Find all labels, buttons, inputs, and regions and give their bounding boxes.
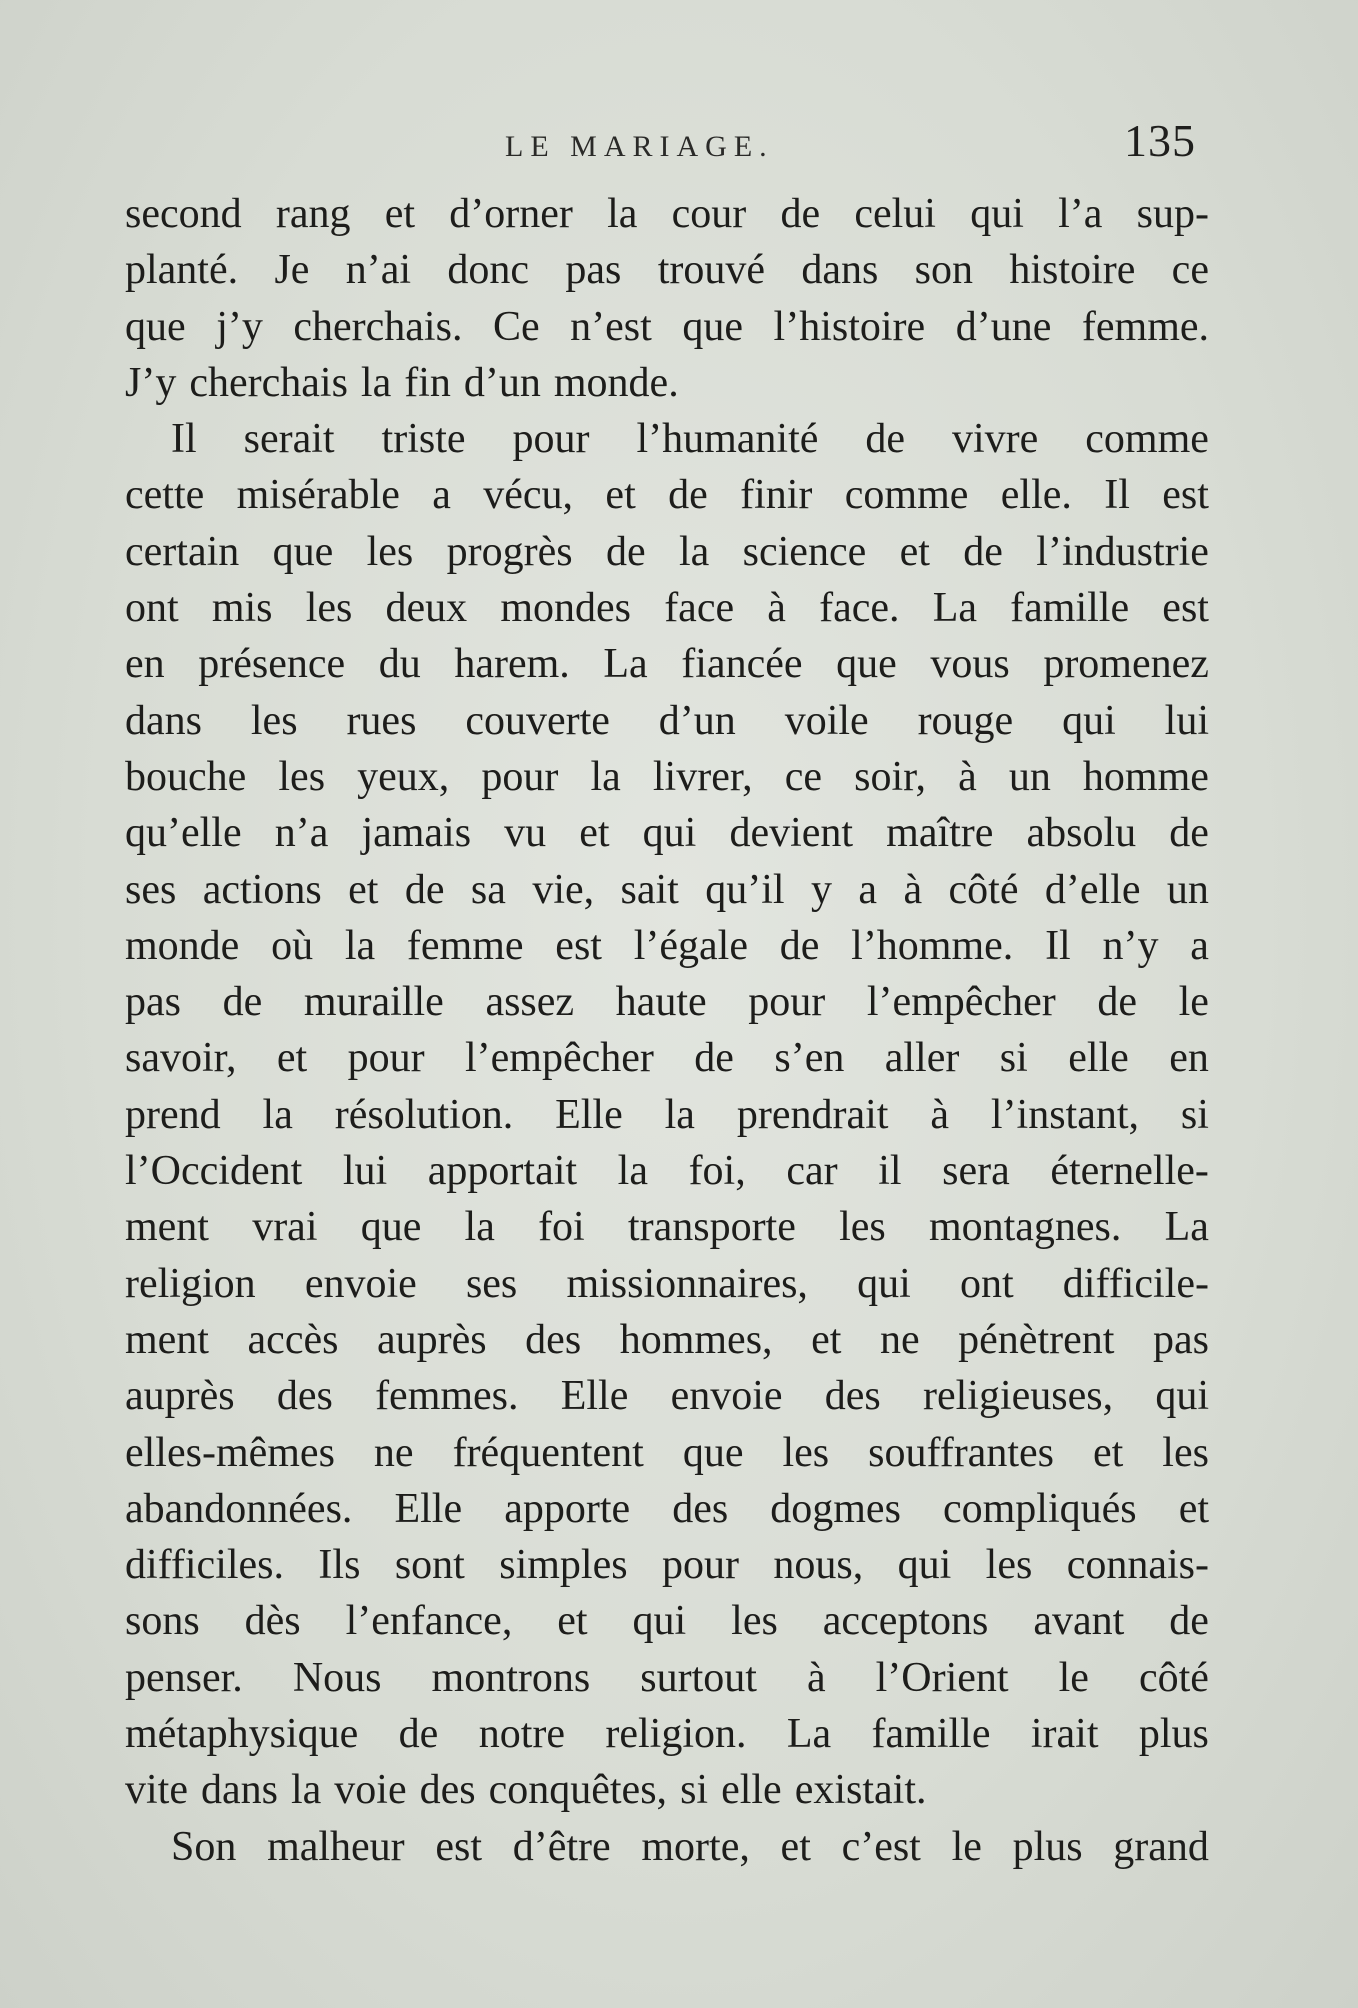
text-line: ont mis les deux mondes face à face. La famille est	[125, 585, 1209, 632]
text-line: abandonnées. Elle apporte des dogmes compliqués et	[125, 1485, 1209, 1532]
text-line: monde où la femme est l’égale de l’homme. Il n’y a	[125, 922, 1209, 969]
text-line: penser. Nous montrons surtout à l’Orient le côté	[125, 1654, 1209, 1701]
text-line: vite dans la voie des conquêtes, si elle existait.	[125, 1767, 927, 1814]
text-line: pas de muraille assez haute pour l’empêcher de le	[125, 979, 1209, 1026]
body-text	[125, 186, 1209, 1875]
text-line: ment accès auprès des hommes, et ne pénètrent pas	[125, 1316, 1209, 1363]
text-line: qu’elle n’a jamais vu et qui devient maître absolu de	[125, 810, 1209, 857]
running-head	[0, 112, 1358, 172]
text-line: elles-mêmes ne fréquentent que les souffrantes et les	[125, 1429, 1209, 1476]
text-line: difficiles. Ils sont simples pour nous, qui les connais-	[125, 1542, 1209, 1589]
page-number: 135	[1124, 115, 1196, 166]
text-line: planté. Je n’ai donc pas trouvé dans son histoire ce	[125, 247, 1209, 294]
text-line: J’y cherchais la fin d’un monde.	[125, 359, 679, 406]
text-line: savoir, et pour l’empêcher de s’en aller si elle en	[125, 1035, 1209, 1082]
text-line: religion envoie ses missionnaires, qui ont difficile-	[125, 1260, 1209, 1307]
text-line: Son malheur est d’être morte, et c’est le plus grand	[171, 1823, 1209, 1870]
text-line: ment vrai que la foi transporte les montagnes. La	[125, 1204, 1209, 1251]
text-line: Il serait triste pour l’humanité de vivre comme	[171, 416, 1209, 463]
text-line: second rang et d’orner la cour de celui qui l’a sup-	[125, 191, 1209, 237]
text-line: bouche les yeux, pour la livrer, ce soir, à un homme	[125, 753, 1209, 800]
text-line: que j’y cherchais. Ce n’est que l’histoire d’une femme.	[125, 303, 1209, 350]
text-line: ses actions et de sa vie, sait qu’il y a à côté d’elle un	[125, 866, 1209, 913]
text-line: dans les rues couverte d’un voile rouge qui lui	[125, 697, 1209, 744]
text-line: sons dès l’enfance, et qui les acceptons avant de	[125, 1598, 1209, 1645]
text-line: prend la résolution. Elle la prendrait à l’instant, si	[125, 1091, 1209, 1138]
running-title: LE MARIAGE.	[505, 130, 774, 163]
text-line: métaphysique de notre religion. La famille irait plus	[125, 1711, 1209, 1758]
text-line: cette misérable a vécu, et de finir comme elle. Il est	[125, 472, 1209, 519]
text-line: certain que les progrès de la science et de l’industrie	[125, 528, 1209, 575]
text-line: auprès des femmes. Elle envoie des religieuses, qui	[125, 1373, 1209, 1420]
text-line: l’Occident lui apportait la foi, car il sera éternelle-	[125, 1148, 1209, 1195]
text-line: en présence du harem. La fiancée que vous promenez	[125, 641, 1209, 688]
